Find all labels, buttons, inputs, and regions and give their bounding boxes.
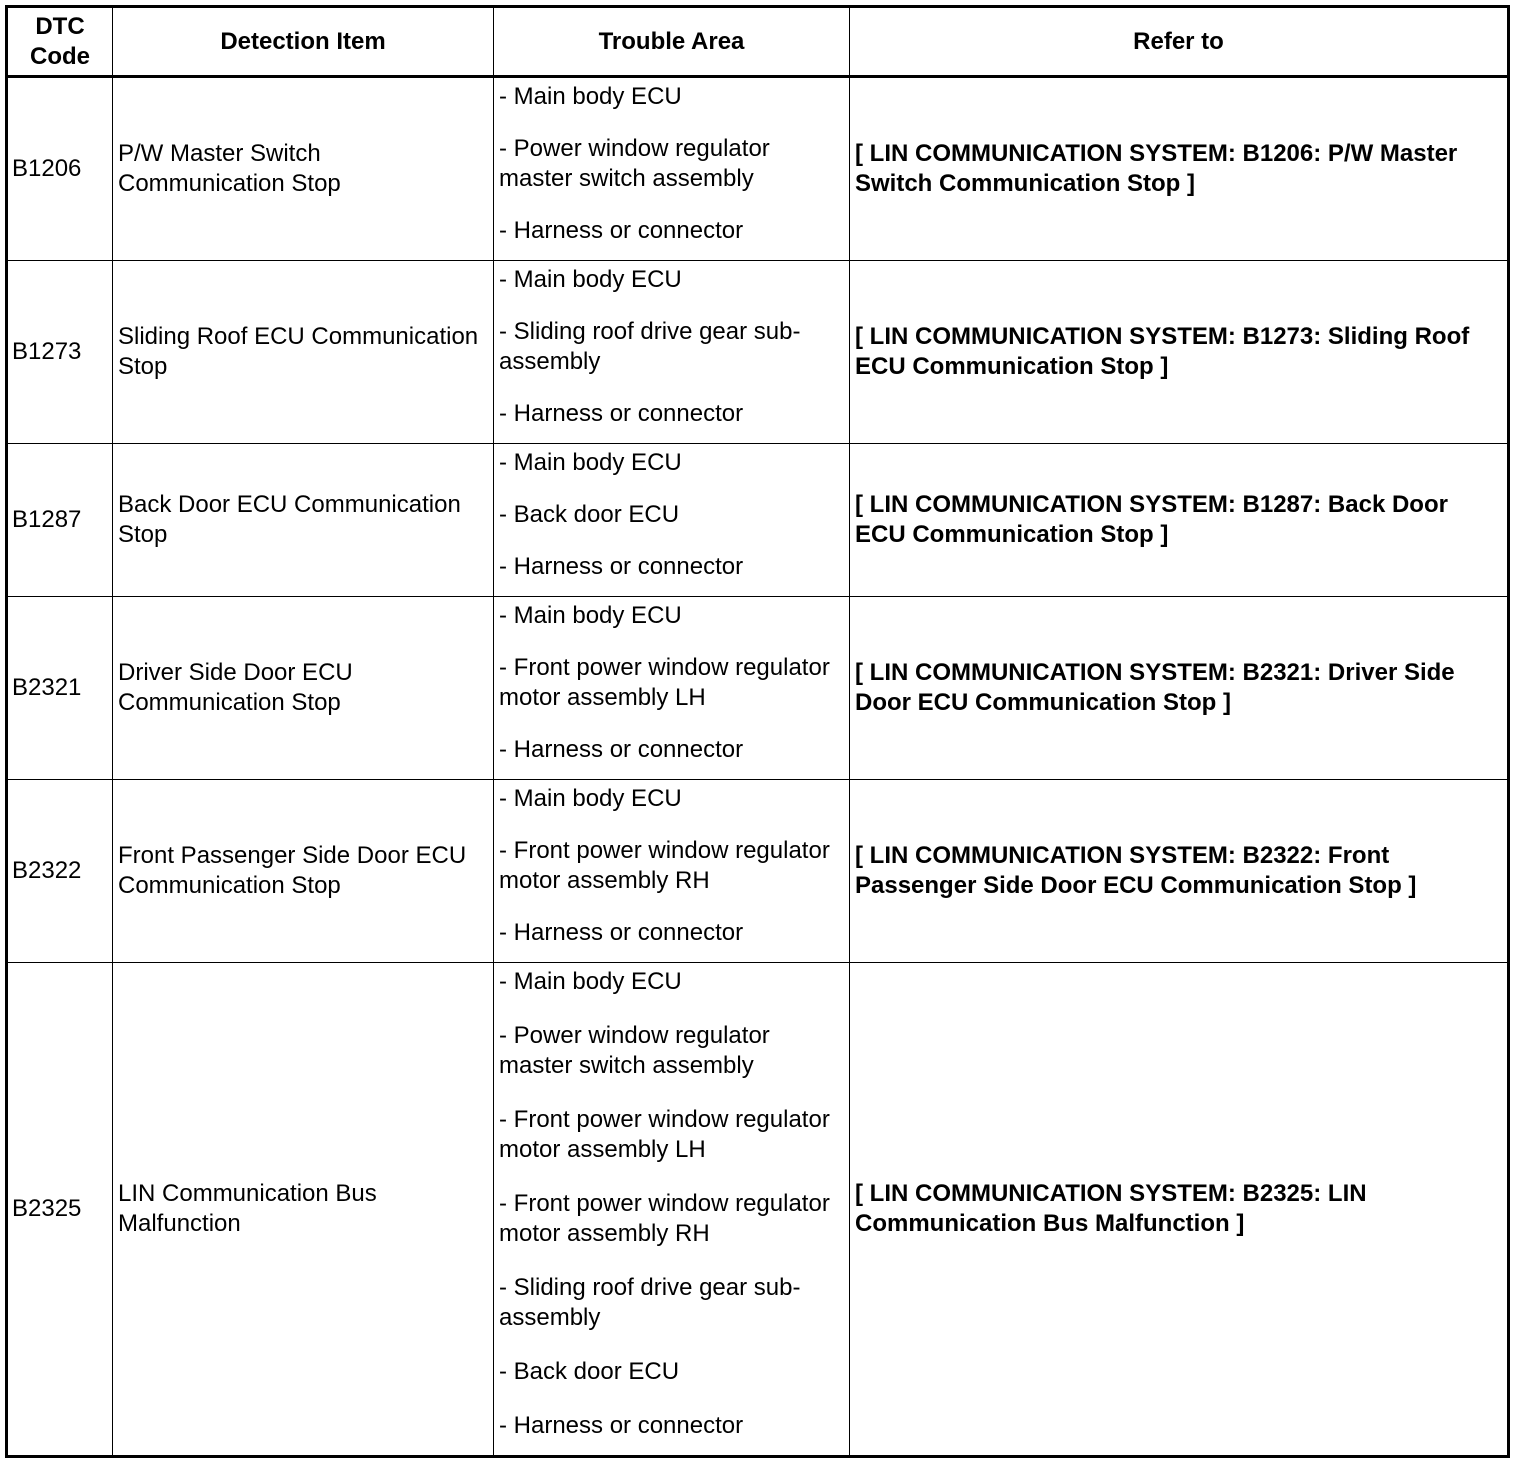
refer-to-link[interactable]: [ LIN COMMUNICATION SYSTEM: B2322: Front Passenger Side Door ECU Communication Stop ] [850,780,1509,963]
detection-item-cell: Sliding Roof ECU Communication Stop [113,261,494,444]
trouble-area-item: - Main body ECU [499,785,682,812]
dtc-code-cell: B1287 [7,444,113,597]
trouble-area-cell [494,77,850,261]
refer-to-link[interactable]: [ LIN COMMUNICATION SYSTEM: B2325: LIN Communication Bus Malfunction ] [850,963,1509,1457]
table-row [7,77,1509,261]
trouble-area-item: - Harness or connector [499,217,744,244]
detection-item-cell: Back Door ECU Communication Stop [113,444,494,597]
dtc-code-cell: B2322 [7,780,113,963]
trouble-area-cell [494,261,850,444]
trouble-area-item: - Sliding roof drive gear sub-assembly [499,318,801,375]
trouble-area-item: - Main body ECU [499,602,682,629]
header-detection-item: Detection Item [113,7,494,77]
dtc-code-cell: B2321 [7,597,113,780]
table-row [7,261,1509,444]
trouble-area-item: - Main body ECU [499,83,682,110]
trouble-area-item: - Sliding roof drive gear sub-assembly [499,1274,801,1331]
detection-item-cell: Driver Side Door ECU Communication Stop [113,597,494,780]
trouble-area-item: - Front power window regulator motor assembly RH [499,837,830,894]
trouble-area-item: - Harness or connector [499,1412,744,1439]
trouble-area-item: - Harness or connector [499,919,744,946]
trouble-area-cell [494,444,850,597]
trouble-area-item: - Front power window regulator motor assembly RH [499,1190,830,1247]
dtc-code-cell: B2325 [7,963,113,1457]
table-row [7,780,1509,963]
table-row [7,444,1509,597]
dtc-code-cell: B1206 [7,77,113,261]
trouble-area-item: - Front power window regulator motor assembly LH [499,654,830,711]
trouble-area-item: - Main body ECU [499,266,682,293]
header-trouble-area: Trouble Area [494,7,850,77]
detection-item-cell: P/W Master Switch Communication Stop [113,77,494,261]
trouble-area-item: - Power window regulator master switch assembly [499,135,770,192]
trouble-area-item: - Back door ECU [499,501,680,528]
trouble-area-item: - Main body ECU [499,968,682,995]
trouble-area-item: - Back door ECU [499,1358,680,1385]
refer-to-link[interactable]: [ LIN COMMUNICATION SYSTEM: B2321: Driver Side Door ECU Communication Stop ] [850,597,1509,780]
trouble-area-item: - Harness or connector [499,400,744,427]
detection-item-cell: LIN Communication Bus Malfunction [113,963,494,1457]
header-refer-to: Refer to [850,7,1509,77]
trouble-area-item: - Main body ECU [499,449,682,476]
trouble-area-item: - Harness or connector [499,736,744,763]
refer-to-link[interactable]: [ LIN COMMUNICATION SYSTEM: B1273: Sliding Roof ECU Communication Stop ] [850,261,1509,444]
table-header-row [7,7,1509,77]
trouble-area-cell [494,780,850,963]
refer-to-link[interactable]: [ LIN COMMUNICATION SYSTEM: B1287: Back Door ECU Communication Stop ] [850,444,1509,597]
table-row [7,963,1509,1457]
trouble-area-cell [494,963,850,1457]
table-row [7,597,1509,780]
detection-item-cell: Front Passenger Side Door ECU Communication Stop [113,780,494,963]
trouble-area-item: - Harness or connector [499,553,744,580]
dtc-code-cell: B1273 [7,261,113,444]
header-dtc-code: DTC Code [7,7,113,77]
dtc-table [5,5,1510,1458]
trouble-area-item: - Power window regulator master switch assembly [499,1022,770,1079]
refer-to-link[interactable]: [ LIN COMMUNICATION SYSTEM: B1206: P/W Master Switch Communication Stop ] [850,77,1509,261]
trouble-area-item: - Front power window regulator motor assembly LH [499,1106,830,1163]
trouble-area-cell [494,597,850,780]
